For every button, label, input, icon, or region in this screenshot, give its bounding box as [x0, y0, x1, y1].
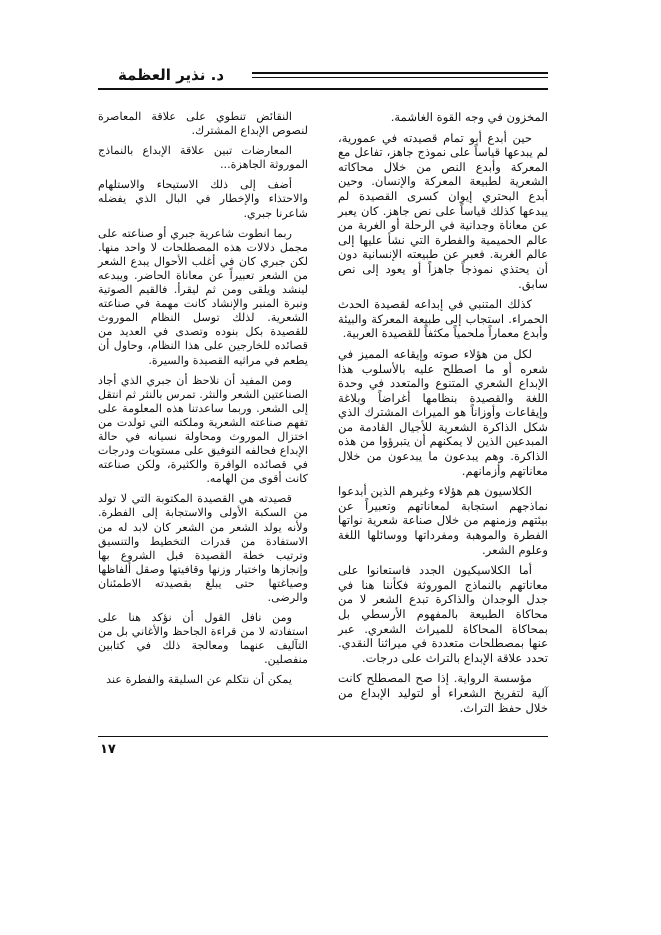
- header-rule-left-top: [252, 72, 548, 74]
- paragraph: أما الكلاسيكيون الجدد فاستعانوا على معاناتهم بالنماذج الموروثة فكأننا هنا في جدل الوجدان والذاكرة تبدع الشعر لا من محاكاة الطبيعة بالمفهوم الأرسطي بل بمحاكاة المحاكاة للميراث الشعري. عبر عنها بمصطلحات متعددة في ميراثنا النقدي. تحدد علاقة الإبداع بالتراث على درجات.: [338, 563, 548, 665]
- paragraph: المخزون في وجه القوة الغاشمة.: [390, 110, 548, 124]
- paragraph: قصيدته هي القصيدة المكتوبة التي لا تولد من السكبة الأولى والاستجابة إلى الفطرة. ولأنه يولد الشعر من الشعر كان لابد له من الاستفادة من قدرات التخطيط والتنسيق وترتيب خطة القصيدة قبل الشروع بها وإنجازها واختيار وزنها وقافيتها وصقل ألفاظها وصياغتها حتى يبلغ بقصيدته الاطمئنان والرضى.: [98, 492, 308, 604]
- page-number: ١٧: [100, 742, 116, 757]
- footer-rule: [98, 736, 548, 737]
- author-header: د. نذير العظمة: [117, 66, 225, 84]
- header-rule-left-bottom: [252, 77, 548, 78]
- paragraph: ومن المفيد أن نلاحظ أن جبري الذي أجاد الصناعتين الشعر والنثر. تمرس بالنثر ثم انتقل إلى الشعر. وربما ساعدتنا هذه المعلومة على تفهم صناعته الشعرية وملكته التي تولدت من اختزال الموروث ومحاولة نسيانه في حالة الإبداع فحالفه التوفيق على مستويات ودرجات في قصائده الوافرة والكثيرة، ولكن صناعته كانت أقوى من الهامه.: [98, 373, 308, 486]
- paragraph: يمكن أن نتكلم عن السليقة والفطرة عند: [106, 673, 292, 687]
- paragraph: كذلك المتنبي في إبداعه لقصيدة الحدث الحمراء. استجاب إلى طبيعة المعركة والبيئة وأبدع معماراً ملحمياً مكثفاً للقصيدة العربية.: [338, 297, 548, 341]
- paragraph: النقائض تنطوي على علاقة المعاصرة لنصوص الإبداع المشترك.: [98, 110, 308, 138]
- paragraph: المعارضات تبين علاقة الإبداع بالنماذج الموروثة الجاهزة...: [98, 144, 308, 172]
- paragraph: ربما انطوت شاعرية جبري أو صناعته على مجمل دلالات هذه المصطلحات لا واحد منها. لكن جبري كان في أغلب الأحوال يبدع الشعر من الشعر تعبيراً عن معاناة الحاضر. ويبدعه لينشد ويلقى ومن ثم ليقرأ. فالقيم الصوتية ونبرة المنبر والإنشاد كانت مهمة في صناعته الشعرية. لذلك توسل النظام الموروث للقصيدة بكل بنوده وتصدى في العديد من قصائده للخارجين على هذا النظام، وحاول أن يطعم في مراثيه القصيدة والسيرة.: [98, 226, 308, 367]
- paragraph: ومن نافل القول أن نؤكد هنا على استفادته لا من قراءة الجاحظ والأغاني بل من التآليف عنهما ومعالجة ذلك في كتابين منفصلين.: [98, 611, 308, 667]
- paragraph: حين أبدع أبو تمام قصيدته في عمورية، لم يبدعها قياساً على نموذج جاهز، تفاعل مع المعركة وأبدع النص من خلال محاكاته الشعرية لطبيعة المعركة والإنسان. وحين أبدع البحتري إيوان كسرى القصيدة لم يبدعها كذلك قياساً على نص جاهز. كان يعبر عن معاناة وجدانية في الرحلة أو الغربة من عالم الحميمية والفطرة التي نشأ عليها إلى عالم الغربة. فعبر عن طبيعته الإنسانية دون أن يحتذي نموذجاً جاهزاً أو يعود إلى نص سابق.: [338, 130, 548, 291]
- header-rule-under: [98, 88, 548, 90]
- paragraph: لكل من هؤلاء صوته وإيقاعه المميز في شعره أو ما اصطلح عليه بالأسلوب هذا الإبداع الشعري المتنوع والمتعدد في وحدة اللغة والقصيدة بنظامها أغراضاً وبلاغة وإيقاعات وأوزاناً هو الميراث المشترك الذي شكل الذاكرة الشعرية للأجيال القادمة من المبدعين الذين لا يمكنهم أن يتبرؤوا من هذه الذاكرة. وهم يبدعون ما يبدعون من خلال معاناتهم وأزمانهم.: [338, 346, 548, 478]
- paragraph: مؤسسة الرواية. إذا صح المصطلح كانت آلية لتفريخ الشعراء أو لتوليد الإبداع من خلال حفظ التراث.: [338, 671, 548, 715]
- paragraph: الكلاسيون هم هؤلاء وغيرهم الذين أبدعوا نماذجهم استجابة لمعاناتهم وتعبيراً عن بيئتهم وزمنهم من خلال صناعة شعرية نواتها الفطرة والموهبة ومفرداتها ووسائلها اللغة وعلوم الشعر.: [338, 484, 548, 557]
- right-column: [338, 110, 548, 721]
- paragraph: أضف إلى ذلك الاستيحاء والاستلهام والاحتذاء والإخطار في البال الذي يفضله شاعرنا جبري.: [98, 178, 308, 220]
- left-column: [98, 110, 308, 694]
